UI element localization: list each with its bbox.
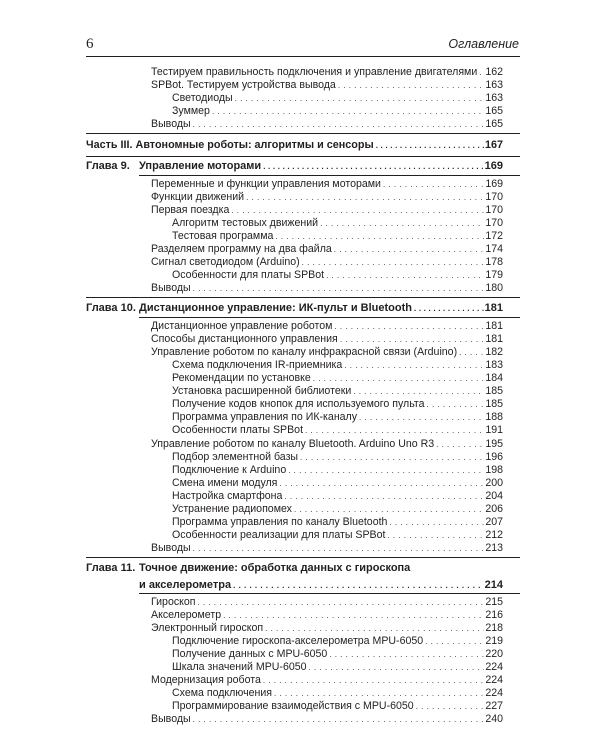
toc-entry-page: 162 — [485, 66, 503, 78]
toc-entry-label: Выводы — [151, 713, 191, 726]
toc-entry-label: Схема подключения IR-приемника — [172, 358, 343, 371]
leader-dots — [246, 191, 484, 204]
toc-entry-label: Получение кодов кнопок для используемого пульта — [172, 398, 425, 411]
toc-entry-label: Программа управления по каналу Bluetooth — [172, 516, 388, 529]
toc-entry[interactable] — [172, 359, 503, 372]
toc-entry-page: 182 — [485, 345, 503, 358]
leader-dots — [223, 609, 484, 622]
toc-entry-page: 165 — [485, 105, 503, 118]
toc-entry-label: Тестируем правильность подключения и управление двигателями — [151, 66, 478, 78]
toc-entry-page: 215 — [485, 595, 503, 608]
toc-entry[interactable] — [151, 204, 503, 217]
toc-entry[interactable] — [172, 372, 503, 385]
toc-entry-page: 185 — [485, 398, 503, 411]
toc-entry-label: Схема подключения — [172, 687, 272, 700]
chapter-10-page: 181 — [484, 301, 503, 314]
chapter-10-title: Дистанционное управление: ИК-пульт и Bluetooth — [139, 301, 412, 314]
leader-dots — [387, 529, 484, 542]
chapter-10-rule — [139, 317, 520, 318]
leader-dots — [263, 674, 484, 687]
toc-entry[interactable] — [151, 333, 503, 346]
toc-entry[interactable] — [172, 477, 503, 490]
table-of-contents — [0, 66, 600, 727]
toc-entry-page: 227 — [485, 700, 503, 713]
toc-entry-page: 220 — [485, 647, 503, 660]
leader-dots — [193, 713, 485, 726]
toc-entry-page: 170 — [485, 190, 503, 203]
toc-entry-page: 219 — [485, 634, 503, 647]
toc-entry[interactable] — [172, 529, 503, 542]
toc-entry-page: 218 — [485, 621, 503, 634]
toc-entry-label: SPBot. Тестируем устройства вывода — [151, 79, 336, 92]
leader-dots — [359, 411, 484, 424]
toc-entry-page: 184 — [485, 371, 503, 384]
leader-dots — [300, 451, 484, 464]
toc-entry-label: Сигнал светодиодом (Arduino) — [151, 256, 300, 269]
toc-entry[interactable] — [172, 92, 503, 105]
toc-entry-label: Функции движений — [151, 190, 245, 203]
toc-entry-label: Особенности реализации для платы SPBot — [172, 529, 386, 542]
toc-entry-page: 206 — [485, 503, 503, 516]
toc-entry[interactable] — [172, 464, 503, 477]
toc-entry-label: Первая поездка — [151, 203, 230, 216]
toc-entry[interactable] — [151, 243, 503, 256]
toc-entry-page: 195 — [485, 437, 503, 450]
leader-dots — [305, 424, 484, 437]
chapter-9-end-rule — [86, 297, 520, 298]
chapter-10-entries — [0, 320, 600, 556]
leader-dots — [309, 661, 485, 674]
leader-dots — [334, 320, 484, 333]
toc-entry[interactable] — [172, 451, 503, 464]
leader-dots — [235, 92, 485, 105]
toc-entry-page: 163 — [485, 92, 503, 105]
leader-dots — [193, 118, 485, 131]
toc-entry-label: Особенности платы SPBot — [172, 424, 304, 437]
toc-entry-page: 212 — [485, 529, 503, 542]
toc-entry-page: 224 — [485, 687, 503, 700]
toc-entry[interactable] — [172, 516, 503, 529]
toc-entry-page: 174 — [485, 243, 503, 256]
toc-entry-page: 169 — [485, 177, 503, 190]
toc-entry-label: Зуммер — [172, 105, 210, 118]
toc-entry[interactable] — [172, 700, 503, 713]
toc-entry-page: 181 — [485, 319, 503, 332]
toc-entry-label: Электронный гироскоп — [151, 621, 264, 634]
leader-dots — [263, 158, 483, 175]
toc-entry-label: Программа управления по ИК-каналу — [172, 411, 358, 424]
toc-entry-page: 198 — [485, 463, 503, 476]
toc-entry-label: Способы дистанционного управления — [151, 332, 338, 345]
toc-entry[interactable] — [151, 79, 503, 92]
toc-entry[interactable] — [172, 648, 503, 661]
chapter-10-end-rule — [86, 557, 520, 558]
toc-entry[interactable] — [151, 596, 503, 609]
toc-entry[interactable] — [172, 105, 503, 118]
toc-entry-label: Программирование взаимодействия с MPU-6050 — [172, 700, 414, 713]
leader-dots — [294, 503, 484, 516]
toc-entry[interactable] — [151, 282, 503, 295]
chapter-9-rule — [139, 175, 520, 176]
leader-dots — [344, 359, 484, 372]
toc-entry[interactable] — [151, 191, 503, 204]
leader-dots — [376, 136, 484, 155]
leader-dots — [320, 217, 484, 230]
toc-entry-label: Подбор элементной базы — [172, 450, 299, 463]
part-rule-bottom — [86, 156, 520, 157]
toc-entry[interactable] — [172, 385, 503, 398]
toc-entry-page: 213 — [485, 542, 503, 555]
toc-entry-label: Выводы — [151, 118, 191, 131]
toc-entry-page: 178 — [485, 256, 503, 269]
toc-entry[interactable] — [172, 230, 503, 243]
toc-entry-label: Подключение к Arduino — [172, 463, 287, 476]
chapter-10-heading[interactable] — [86, 300, 503, 317]
leader-dots — [340, 333, 485, 346]
toc-entry-label: Переменные и функции управления моторами — [151, 177, 381, 190]
toc-entry-label: Устранение радиопомех — [172, 503, 292, 516]
chapter-11-title: Точное движение: обработка данных с гироскопа — [139, 561, 411, 574]
toc-entry-label: Подключение гироскопа-акселерометра MPU-6050 — [172, 634, 424, 647]
toc-entry[interactable] — [172, 269, 503, 282]
leader-dots — [302, 256, 485, 269]
toc-entry[interactable] — [172, 661, 503, 674]
toc-entry[interactable] — [172, 687, 503, 700]
toc-entry[interactable] — [151, 346, 503, 359]
leader-dots — [427, 398, 485, 411]
toc-entry-page: 224 — [485, 674, 503, 687]
toc-entry-page: 179 — [485, 269, 503, 282]
chapter-11-page: 214 — [484, 578, 503, 591]
toc-entry-page: 163 — [485, 79, 503, 92]
leader-dots — [334, 243, 485, 256]
leader-dots — [274, 687, 484, 700]
toc-entry[interactable] — [172, 635, 503, 648]
toc-entry[interactable] — [151, 320, 503, 333]
toc-entry-label: Разделяем программу на два файла — [151, 243, 332, 256]
page-number: 6 — [86, 36, 94, 52]
toc-entry-label: Тестовая программа — [172, 229, 274, 242]
toc-entry-page: 185 — [485, 385, 503, 398]
leader-dots — [436, 438, 484, 451]
toc-entry-label: Рекомендации по установке — [172, 371, 311, 384]
toc-entry-label: Светодиоды — [172, 92, 233, 105]
chapter-11-number: Глава 11. — [86, 561, 136, 574]
leader-dots — [338, 79, 484, 92]
toc-entry-page: 216 — [485, 608, 503, 621]
part-page: 167 — [484, 138, 503, 151]
toc-entry-page: 196 — [485, 450, 503, 463]
leader-dots — [198, 596, 485, 609]
leader-dots — [383, 178, 484, 191]
toc-entry-label: Шкала значений MPU-6050 — [172, 661, 307, 674]
toc-entry-label: Установка расширенной библиотеки — [172, 385, 352, 398]
toc-entry[interactable] — [151, 118, 503, 131]
page-header — [86, 36, 519, 54]
part-label: Часть III. Автономные роботы: алгоритмы и сенсоры — [86, 138, 374, 151]
toc-entry-label: Особенности для платы SPBot — [172, 269, 325, 282]
leader-dots — [389, 516, 484, 529]
leader-dots — [329, 648, 484, 661]
toc-entry-page: 165 — [485, 118, 503, 131]
toc-entry-page: 181 — [485, 332, 503, 345]
leader-dots — [313, 372, 485, 385]
intro-entries — [0, 66, 600, 132]
leader-dots — [193, 282, 485, 295]
chapter-9-page: 169 — [484, 159, 503, 172]
toc-entry-label: Настройка смартфона — [172, 489, 283, 502]
leader-dots — [231, 204, 484, 217]
chapter-9-entries — [0, 178, 600, 296]
toc-entry-page: 170 — [485, 216, 503, 229]
chapter-9-number: Глава 9. — [86, 159, 130, 172]
toc-entry-label: Модернизация робота — [151, 674, 261, 687]
toc-entry[interactable] — [172, 490, 503, 503]
toc-entry-label: Выводы — [151, 282, 191, 295]
toc-entry-label: Алгоритм тестовых движений — [172, 216, 319, 229]
chapter-9-heading[interactable] — [86, 158, 503, 175]
toc-entry[interactable] — [151, 609, 503, 622]
toc-entry[interactable] — [151, 674, 503, 687]
leader-dots — [212, 105, 484, 118]
toc-entry-page: 204 — [485, 489, 503, 502]
leader-dots — [275, 230, 484, 243]
toc-entry[interactable] — [172, 398, 503, 411]
toc-entry-page: 224 — [485, 661, 503, 674]
leader-dots — [414, 300, 484, 317]
toc-entry-label: Получение данных с MPU-6050 — [172, 647, 328, 660]
toc-entry[interactable] — [151, 66, 503, 79]
toc-entry[interactable] — [172, 217, 503, 230]
chapter-10-number: Глава 10. — [86, 301, 136, 314]
toc-entry[interactable] — [151, 542, 503, 555]
toc-entry-label: Акселерометр — [151, 608, 222, 621]
toc-entry-page: 240 — [485, 713, 503, 726]
toc-entry-page: 191 — [485, 424, 503, 437]
toc-entry-label: Смена имени модуля — [172, 476, 278, 489]
toc-entry-page: 207 — [485, 516, 503, 529]
toc-entry[interactable] — [151, 622, 503, 635]
leader-dots — [416, 700, 485, 713]
leader-dots — [425, 635, 484, 648]
toc-entry-label: Выводы — [151, 542, 191, 555]
chapter-11-entries — [0, 596, 600, 727]
leader-dots — [326, 269, 484, 282]
chapter-11-title-cont: и акселерометра — [139, 578, 232, 591]
leader-dots — [233, 578, 484, 594]
running-title: Оглавление — [448, 37, 519, 51]
leader-dots — [279, 477, 484, 490]
toc-entry[interactable] — [172, 424, 503, 437]
toc-entry-label: Управление роботом по каналу инфракрасной связи (Arduino) — [151, 345, 458, 358]
toc-entry[interactable] — [151, 438, 503, 451]
toc-entry-page: 170 — [485, 203, 503, 216]
toc-entry-label: Гироскоп — [151, 595, 196, 608]
toc-entry[interactable] — [151, 178, 503, 191]
leader-dots — [288, 464, 484, 477]
chapter-9-title: Управление моторами — [139, 159, 262, 172]
toc-entry[interactable] — [172, 411, 503, 424]
toc-entry[interactable] — [151, 256, 503, 269]
toc-entry-page: 188 — [485, 411, 503, 424]
leader-dots — [353, 385, 484, 398]
part-heading[interactable] — [86, 136, 503, 155]
toc-entry[interactable] — [151, 713, 503, 726]
toc-entry-page: 183 — [485, 358, 503, 371]
toc-entry-label: Управление роботом по каналу Bluetooth. Arduino Uno R3 — [151, 437, 435, 450]
toc-entry-page: 172 — [485, 229, 503, 242]
header-rule — [86, 56, 520, 57]
chapter-11-heading[interactable] — [86, 560, 503, 577]
leader-dots — [479, 66, 484, 79]
toc-entry-label: Дистанционное управление роботом — [151, 319, 333, 332]
leader-dots — [459, 346, 484, 359]
leader-dots — [193, 542, 485, 555]
part-rule-top — [86, 133, 520, 134]
toc-entry-page: 180 — [485, 282, 503, 295]
leader-dots — [265, 622, 484, 635]
chapter-11-heading-cont[interactable] — [139, 577, 503, 593]
leader-dots — [284, 490, 484, 503]
toc-entry[interactable] — [172, 503, 503, 516]
toc-entry-page: 200 — [485, 476, 503, 489]
